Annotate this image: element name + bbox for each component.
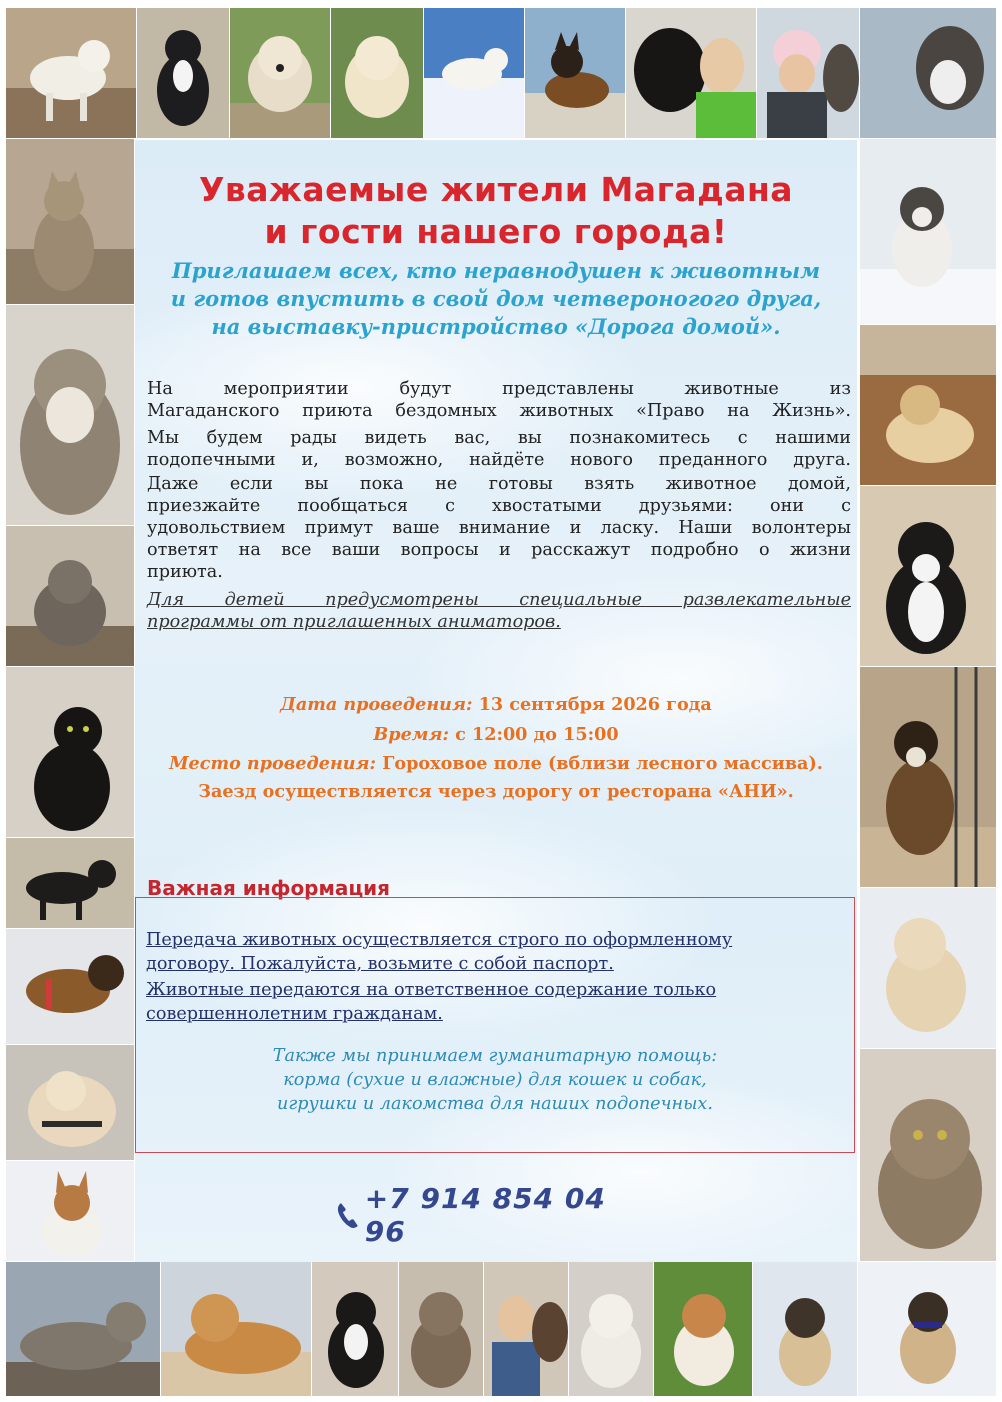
photo-tabby-cat-closeup — [860, 1049, 996, 1261]
body-line: приезжайте пообщаться с хвостатыми друзьями: они с — [147, 496, 851, 516]
photo-fluffy-dog — [230, 8, 330, 138]
event-place-value: Гороховое поле (вблизи лесного массива). — [382, 753, 823, 774]
photo-woman-with-dog — [484, 1262, 568, 1396]
body-line: подопечными и, возможно, найдёте нового преданного друга. — [147, 450, 851, 470]
body-line: ответят на все ваши вопросы и расскажут подробно о жизни — [147, 540, 851, 560]
content-panel — [135, 140, 857, 1262]
photo-siberian-cat — [399, 1262, 483, 1396]
event-date-value: 13 сентября 2026 года — [478, 694, 712, 715]
info-line: договору. Пожалуйста, возьмите с собой паспорт. — [146, 954, 614, 974]
heading-line-2: и гости нашего города! — [264, 212, 728, 251]
photo-dog-in-snow — [424, 8, 524, 138]
photo-white-brown-dog — [6, 1161, 134, 1261]
photo-black-cat — [6, 667, 134, 837]
help-line: корма (сухие и влажные) для кошек и собак, — [283, 1070, 707, 1090]
event-place — [135, 753, 857, 774]
help-line: игрушки и лакомства для наших подопечных. — [277, 1094, 713, 1114]
photo-black-white-cat — [137, 8, 229, 138]
photo-grey-cat — [6, 526, 134, 666]
event-time — [135, 724, 857, 745]
photo-woman-with-husky — [757, 8, 859, 138]
photo-light-dog-collar — [6, 1045, 134, 1160]
heading-line-1: Уважаемые жители Магадана — [198, 170, 794, 209]
body-line: На мероприятии будут представлены животные из — [147, 379, 851, 399]
photo-husky-on-snow — [860, 8, 996, 138]
body-line: Мы будем рады видеть вас, вы познакомитесь с нашими — [147, 428, 851, 448]
important-info-box — [135, 897, 855, 1153]
kids-program-line-2: программы от приглашенных аниматоров. — [147, 612, 561, 632]
photo-tuxedo-cat — [860, 486, 996, 666]
body-line: приюта. — [147, 562, 223, 582]
photo-shepherd-in-snow — [858, 1262, 996, 1396]
invitation-line-1: Приглашаем всех, кто неравнодушен к животным — [171, 258, 821, 283]
phone-number[interactable]: +7 914 854 04 96 — [364, 1182, 606, 1248]
info-line: Передача животных осуществляется строго по оформленному — [146, 930, 733, 950]
photo-tuxedo-kitten — [312, 1262, 398, 1396]
photo-dog-in-shelter — [860, 325, 996, 485]
phone-contact[interactable] — [335, 1182, 655, 1248]
photo-cream-dog — [331, 8, 423, 138]
event-access: Заезд осуществляется через дорогу от ресторана «АНИ». — [198, 781, 794, 802]
body-line: Даже если вы пока не готовы взять животное домой, — [147, 474, 851, 494]
photo-dog-in-winter — [753, 1262, 857, 1396]
photo-fluffy-cat — [6, 305, 134, 525]
body-line: удовольствием примут ваше внимание и ласку. Наши волонтеры — [147, 518, 851, 538]
body-line: Магаданского приюта бездомных животных «Право на Жизнь». — [147, 401, 851, 421]
photo-white-dog — [6, 8, 136, 138]
event-time-label: Время: — [373, 724, 449, 745]
photo-dog-on-grass — [654, 1262, 752, 1396]
photo-white-cat — [569, 1262, 653, 1396]
event-place-label: Место проведения: — [169, 753, 377, 774]
photo-fluffy-dog-snow — [860, 888, 996, 1048]
event-date — [135, 694, 857, 715]
photo-shepherd-dog — [525, 8, 625, 138]
invitation-line-2: и готов впустить в свой дом четвероногого друга, — [170, 286, 822, 311]
kids-program-line-1: Для детей предусмотрены специальные развлекательные — [147, 590, 851, 610]
photo-tabby-cat-sitting — [6, 139, 134, 304]
event-date-label: Дата проведения: — [280, 694, 473, 715]
photo-red-fluffy-dog — [161, 1262, 311, 1396]
photo-dog-behind-fence — [860, 667, 996, 887]
photo-woman-with-black-dog — [626, 8, 756, 138]
invitation-line-3: на выставку-пристройство «Дорога домой». — [211, 314, 781, 339]
photo-husky-on-leash — [860, 139, 996, 324]
event-time-value: с 12:00 до 15:00 — [455, 724, 619, 745]
important-info-title: Важная информация — [147, 876, 391, 900]
info-line: Животные передаются на ответственное содержание только — [146, 980, 717, 1000]
photo-tabby-cat-lying — [6, 1262, 160, 1396]
info-line: совершеннолетним гражданам. — [146, 1004, 443, 1024]
help-line: Также мы принимаем гуманитарную помощь: — [272, 1046, 718, 1066]
photo-black-dog — [6, 838, 134, 928]
phone-icon — [335, 1200, 361, 1230]
photo-brown-dog-harness — [6, 929, 134, 1044]
